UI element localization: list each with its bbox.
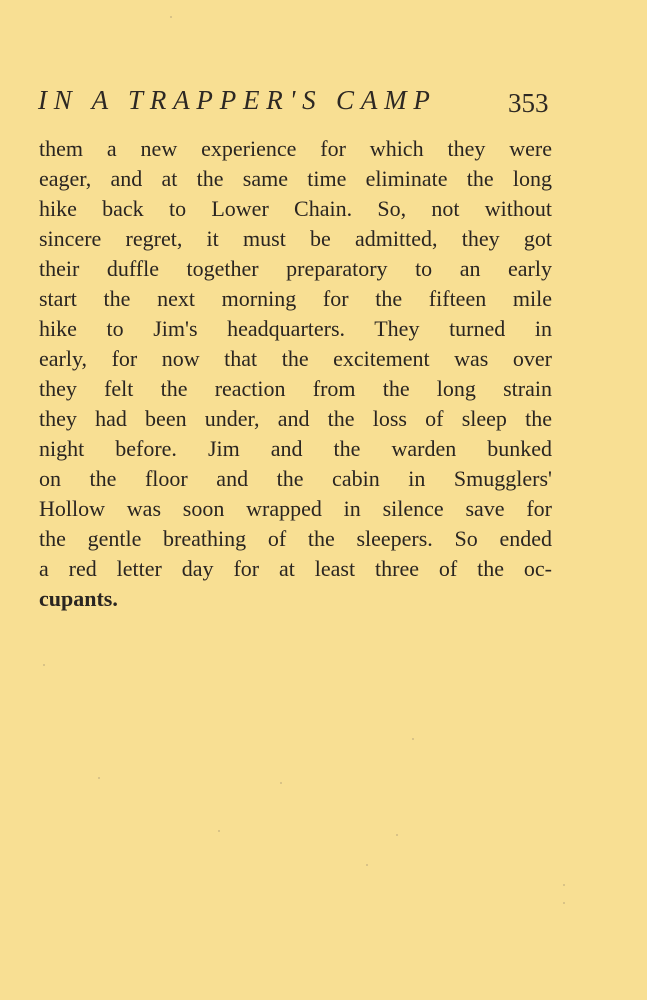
text-line: start the next morning for the fifteen mile [39, 286, 552, 311]
paper-speck [366, 864, 368, 866]
text-line: they had been under, and the loss of sleep the [39, 406, 552, 431]
paper-speck [43, 664, 45, 666]
text-line: on the floor and the cabin in Smugglers' [39, 466, 552, 491]
paper-speck [563, 884, 565, 886]
text-line: hike to Jim's headquarters. They turned in [39, 316, 552, 341]
running-head [38, 84, 578, 120]
paper-speck [170, 16, 172, 18]
paper-speck [412, 738, 414, 740]
text-line-final: cupants. [39, 586, 118, 611]
text-line: night before. Jim and the warden bunked [39, 436, 552, 461]
paper-speck [563, 902, 565, 904]
body-text [39, 134, 552, 614]
text-line: the gentle breathing of the sleepers. So ended [39, 526, 552, 551]
paper-speck [98, 777, 100, 779]
text-line: they felt the reaction from the long strain [39, 376, 552, 401]
paper-speck [396, 834, 398, 836]
text-line: their duffle together preparatory to an early [39, 256, 552, 281]
paper-speck [218, 830, 220, 832]
text-line: eager, and at the same time eliminate the long [39, 166, 552, 191]
running-title: IN A TRAPPER'S CAMP [38, 85, 437, 115]
text-line: them a new experience for which they were [39, 136, 552, 161]
text-line: a red letter day for at least three of the oc- [39, 556, 552, 581]
text-line: early, for now that the excitement was over [39, 346, 552, 371]
text-line: hike back to Lower Chain. So, not without [39, 196, 552, 221]
text-line: sincere regret, it must be admitted, they got [39, 226, 552, 251]
text-line: Hollow was soon wrapped in silence save for [39, 496, 552, 521]
page-number: 353 [508, 88, 549, 118]
paper-speck [280, 782, 282, 784]
